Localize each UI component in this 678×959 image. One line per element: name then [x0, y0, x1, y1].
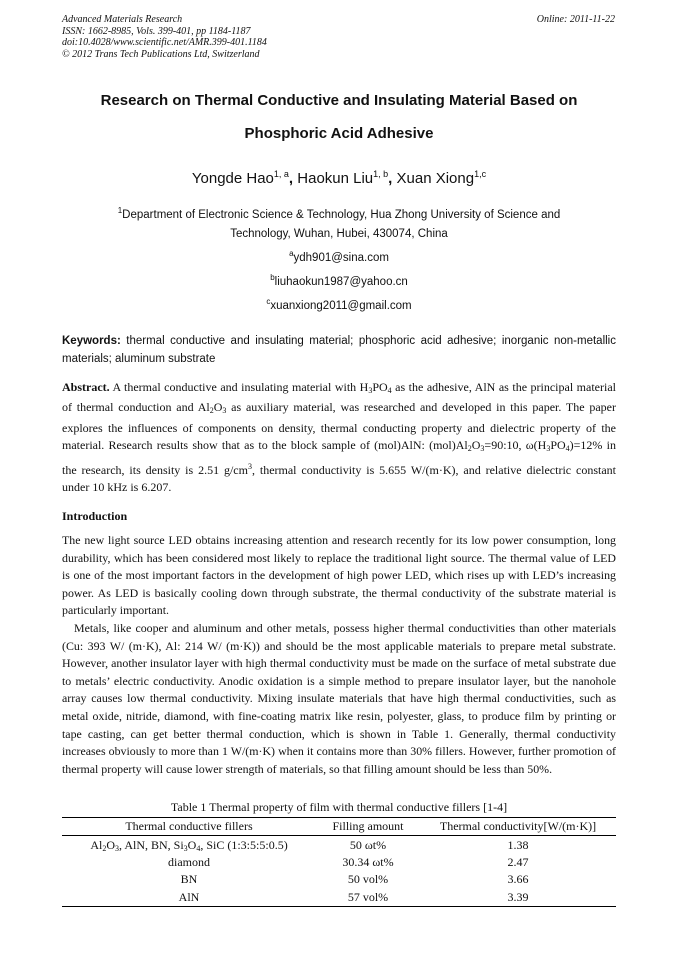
- table-cell: 50 vol%: [347, 872, 389, 887]
- abstract-text: A thermal conductive and insulating material with H: [109, 380, 369, 394]
- email-address[interactable]: liuhaokun1987@yahoo.cn: [274, 276, 408, 288]
- email-mark: b: [270, 273, 275, 282]
- table-cell: AlN: [178, 889, 200, 904]
- issn-line: ISSN: 1662-8985, Vols. 399-401, pp 1184-1187: [62, 25, 251, 37]
- email-address[interactable]: ydh901@sina.com: [293, 252, 389, 264]
- table-cell: 57 vol%: [347, 889, 389, 904]
- table-cell: [62, 836, 316, 854]
- intro-body: [62, 532, 616, 778]
- copyright-line: © 2012 Trans Tech Publications Ltd, Switzerland: [62, 48, 260, 60]
- subscript: 3: [222, 406, 227, 416]
- author-affil-mark: 1, b: [373, 169, 389, 179]
- author-list: [62, 169, 616, 187]
- superscript: 3: [247, 461, 252, 471]
- abstract-text: as the adhesive, AlN as the principal material of thermal conduction and Al: [62, 380, 616, 415]
- table-caption: Table 1 Thermal property of film with thermal conductive fillers [1-4]: [170, 800, 508, 814]
- abstract-text: as auxiliary material, was researched and developed in this paper. The paper explores the influences of components on density, thermal conducting property and dielectric property of the material. Research results show that as to the block sample of (mol)AlN: (mol)Al: [62, 400, 616, 453]
- table-cell: 2.47: [507, 854, 529, 869]
- subscript: 2: [467, 444, 472, 454]
- section-heading: Introduction: [62, 509, 128, 523]
- table-cell: 3.66: [507, 872, 529, 887]
- table-cell: 50 ωt%: [349, 837, 387, 852]
- table-cell: 1.38: [507, 837, 529, 852]
- abstract-text: PO: [550, 438, 566, 453]
- author-email: [62, 292, 616, 316]
- paragraph: Metals, like cooper and aluminum and other metals, possess higher thermal conductivities than other materials (Cu: 393 W/ (m·K), Al: 214 W/ (m·K)) and should be the most applicable materials to prepare metal substrate. However, another insulator layer with high thermal conductivity must be made on the surface of metal substrate due to metals’ electric conductivity. Anodic oxidation is a simple method to prepare insulator layer, but the nanohole array causes low thermal conductivity. Mixing insulate materials that have high thermal conductivities, such as metal oxide, nitride, diamond, with fine-coating matrix like resin, polyester, glass, to produce film by printing or tape casting, can get better thermal conduction, which is shown in Table 1. Generally, thermal conductivity increases obviously to more than 1 W/(m·K) when it contains more than 30% fillers. However, further promotion of thermal property will cause lower strength of materials, so that filling amount should be less than 50%.: [62, 620, 616, 776]
- table-cell: BN: [180, 872, 198, 887]
- author-separator: ,: [388, 170, 397, 187]
- formula-part: Al: [90, 837, 103, 852]
- author-separator: ,: [288, 170, 298, 187]
- abstract-label: Abstract.: [62, 380, 110, 394]
- author-email: [62, 244, 616, 268]
- table-cell: diamond: [168, 854, 210, 869]
- subscript: 4: [565, 444, 570, 454]
- table-header-row: [62, 818, 616, 836]
- table-cell: 30.34 ωt%: [342, 854, 394, 869]
- doi-line: doi:10.4028/www.scientific.net/AMR.399-401.1184: [62, 37, 267, 48]
- keywords-label: Keywords:: [62, 335, 121, 347]
- author-affil-mark: 1,c: [474, 169, 487, 179]
- paragraph: The new light source LED obtains increasing attention and research recently for its low power consumption, long durability, which has been considered most likely to replace the traditional light source. The thermal value of LED is one of the most important factors in the development of high power LED, which rises up with LED’s increasing power. As LED is basically cooling down through substrate, the thermal conductivity of the substrate material is particularly important.: [62, 533, 616, 618]
- affiliation-mark: 1: [117, 206, 123, 215]
- author-affil-mark: 1, a: [273, 169, 289, 179]
- email-mark: c: [266, 297, 271, 306]
- abstract-text: O: [213, 400, 223, 415]
- formula-part: O: [187, 837, 197, 852]
- keywords-text: thermal conductive and insulating material; phosphoric acid adhesive; inorganic non-metallic materials; aluminum substrate: [62, 335, 616, 365]
- subscript: 3: [368, 386, 373, 395]
- formula-part: , AlN, BN, Si: [118, 837, 184, 852]
- journal-name: Advanced Materials Research: [62, 14, 183, 25]
- table-cell: 3.39: [507, 889, 529, 904]
- subscript: 2: [209, 406, 214, 416]
- abstract-text: O: [471, 438, 481, 453]
- data-table: [62, 817, 616, 907]
- column-header: Filling amount: [332, 819, 404, 834]
- table-row: [62, 871, 616, 888]
- author-name: Yongde Hao: [191, 170, 274, 187]
- affiliation: [62, 201, 616, 244]
- abstract-text: )=12% in the research, its density is 2.51 g/cm: [62, 438, 617, 477]
- subscript: 4: [196, 843, 201, 853]
- email-address[interactable]: xuanxiong2011@gmail.com: [270, 300, 412, 312]
- table-row: [62, 889, 616, 907]
- online-date: Online: 2011-11-22: [536, 14, 615, 25]
- subscript: 3: [480, 444, 485, 454]
- abstract-text: =90:10, ω(H: [484, 438, 547, 453]
- table-row: [62, 854, 616, 871]
- subscript: 3: [114, 843, 119, 853]
- author-name: Xuan Xiong: [396, 170, 475, 187]
- author-email: [62, 268, 616, 292]
- paper-title-line-2: Phosphoric Acid Adhesive: [244, 125, 434, 142]
- affiliation-line-2: Technology, Wuhan, Hubei, 430074, China: [230, 228, 448, 240]
- email-mark: a: [289, 249, 294, 258]
- column-header: Thermal conductivity[W/(m·K)]: [439, 819, 597, 834]
- subscript: 3: [183, 843, 188, 853]
- abstract: [62, 379, 616, 496]
- author-name: Haokun Liu: [297, 170, 374, 187]
- keywords: [62, 332, 616, 368]
- formula-part: , SiC (1:3:5:5:0.5): [200, 837, 288, 852]
- paper-title-line-1: Research on Thermal Conductive and Insulating Material Based on: [100, 92, 578, 109]
- subscript: 3: [546, 444, 551, 454]
- subscript: 4: [387, 386, 392, 395]
- subscript: 2: [102, 843, 107, 853]
- abstract-text: PO: [372, 380, 388, 394]
- column-header: Thermal conductive fillers: [125, 819, 253, 834]
- journal-header: [62, 14, 267, 60]
- abstract-text: , thermal conductivity is 5.655 W/(m·K), and relative dielectric constant under 10 kHz is 6.207.: [62, 462, 616, 495]
- affiliation-line-1: Department of Electronic Science & Technology, Hua Zhong University of Science and: [122, 209, 561, 221]
- table-row: [62, 836, 616, 854]
- formula-part: O: [106, 837, 115, 852]
